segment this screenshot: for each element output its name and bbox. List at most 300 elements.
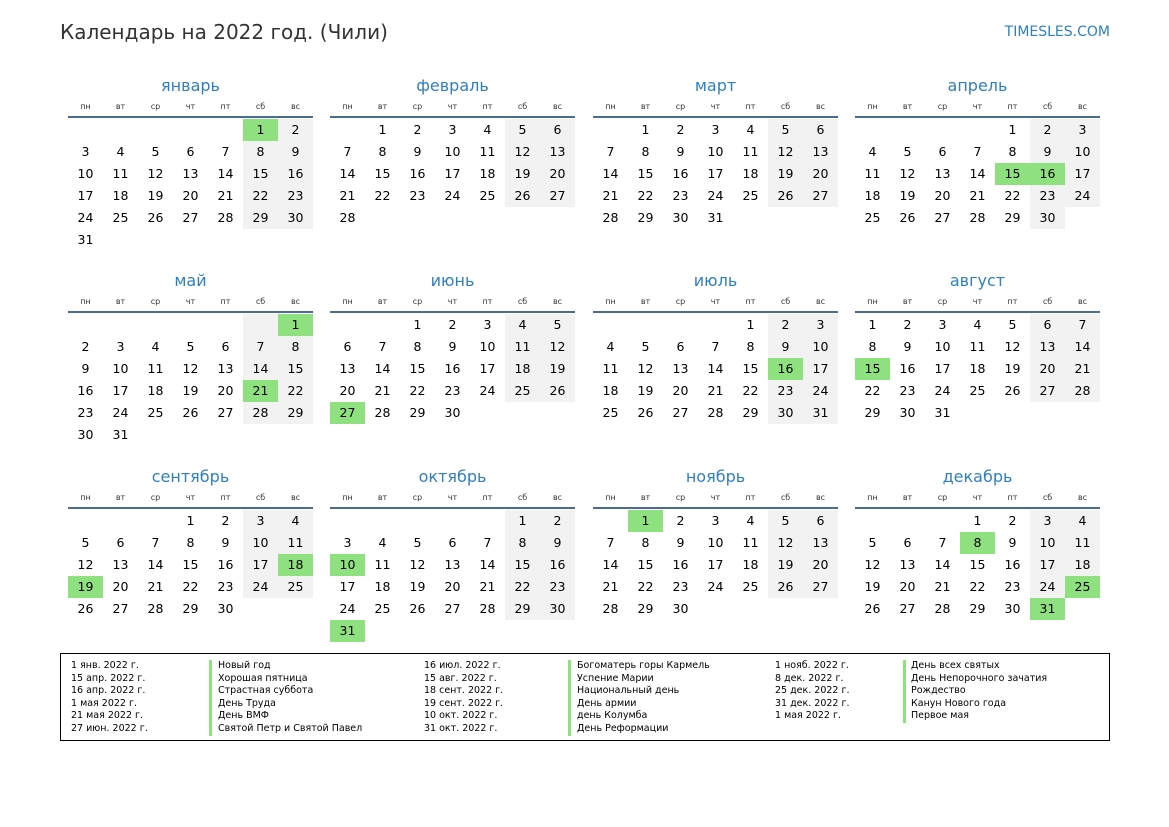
day-cell: 27 xyxy=(182,210,199,225)
day-cell: 25 xyxy=(479,188,496,203)
day-cell: 11 xyxy=(742,535,759,550)
day-cell: 2 xyxy=(278,119,313,141)
empty-cell xyxy=(890,510,925,532)
weekday-label: пт xyxy=(220,493,231,502)
day-cell: 6 xyxy=(540,119,575,141)
day-cell: 6 xyxy=(221,339,230,354)
day-cell: 11 xyxy=(1065,532,1100,554)
day-cell: 15 xyxy=(182,557,199,572)
weekday-label: вт xyxy=(115,297,126,306)
day-cell: 21 xyxy=(934,579,951,594)
day-cell: 13 xyxy=(1030,336,1065,358)
day-cell: 1 xyxy=(1008,122,1017,137)
day-cell: 20 xyxy=(182,188,199,203)
weekday-label: чт xyxy=(972,493,983,502)
weekday-label: пт xyxy=(745,102,756,111)
day-cell: 27 xyxy=(112,601,129,616)
day-cell: 3 xyxy=(483,317,492,332)
day-cell: 9 xyxy=(81,361,90,376)
day-cell: 28 xyxy=(934,601,951,616)
day-cell: 30 xyxy=(1004,601,1021,616)
day-cell: 8 xyxy=(413,339,422,354)
empty-cell xyxy=(365,510,400,532)
day-cell: 2 xyxy=(540,510,575,532)
legend-dates-2 xyxy=(424,660,503,736)
day-cell: 26 xyxy=(540,380,575,402)
weekday-label: ср xyxy=(412,493,423,502)
day-cell: 28 xyxy=(602,210,619,225)
day-cell: 3 xyxy=(1065,119,1100,141)
weekday-label: пн xyxy=(605,297,616,306)
day-cell: 10 xyxy=(707,535,724,550)
day-cell: 25 xyxy=(505,380,540,402)
weekday-label: пн xyxy=(80,102,91,111)
day-cell: 15 xyxy=(278,358,313,380)
month-block xyxy=(68,467,313,620)
empty-cell xyxy=(208,314,243,336)
day-cell: 23 xyxy=(278,185,313,207)
day-cell: 16 xyxy=(672,166,689,181)
weekday-label: пн xyxy=(80,297,91,306)
weekday-label: вс xyxy=(552,493,563,502)
day-cell: 3 xyxy=(803,314,838,336)
day-cell: 23 xyxy=(77,405,94,420)
day-cell: 7 xyxy=(606,144,615,159)
day-cell: 12 xyxy=(768,532,803,554)
empty-cell xyxy=(68,119,103,141)
legend-holiday-name: Успение Марии xyxy=(577,672,654,684)
day-cell: 18 xyxy=(864,188,881,203)
day-cell: 13 xyxy=(182,166,199,181)
weekday-label: ср xyxy=(150,493,161,502)
day-cell: 31 xyxy=(77,232,94,247)
day-cell: 22 xyxy=(182,579,199,594)
day-cell: 26 xyxy=(409,601,426,616)
weekday-label: вс xyxy=(290,493,301,502)
day-cell: 3 xyxy=(243,510,278,532)
day-cell: 31 xyxy=(707,210,724,225)
weekday-label: вт xyxy=(115,493,126,502)
day-cell: 7 xyxy=(378,339,387,354)
weekday-label: вс xyxy=(552,297,563,306)
day-cell: 12 xyxy=(505,141,540,163)
day-cell: 11 xyxy=(505,336,540,358)
weekday-label: пн xyxy=(342,493,353,502)
day-cell: 2 xyxy=(448,317,457,332)
month-block xyxy=(593,467,838,620)
day-cell: 14 xyxy=(147,557,164,572)
legend-date: 21 мая 2022 г. xyxy=(71,710,144,722)
day-cell: 20 xyxy=(672,383,689,398)
weekday-header xyxy=(330,492,575,504)
day-cell: 9 xyxy=(448,339,457,354)
legend-date: 1 мая 2022 г. xyxy=(775,710,841,722)
legend-date: 15 апр. 2022 г. xyxy=(71,672,146,684)
empty-cell xyxy=(330,119,365,141)
day-cell: 13 xyxy=(339,361,356,376)
weekday-label: вт xyxy=(377,493,388,502)
empty-cell xyxy=(68,314,103,336)
month-block xyxy=(330,76,575,229)
day-cell: 22 xyxy=(864,383,881,398)
day-cell: 21 xyxy=(969,188,986,203)
day-cell: 11 xyxy=(278,532,313,554)
weekday-label: чт xyxy=(710,102,721,111)
day-cell: 10 xyxy=(1030,532,1065,554)
day-cell: 28 xyxy=(1065,380,1100,402)
month-name: июнь xyxy=(430,271,475,290)
day-cell: 19 xyxy=(768,554,803,576)
day-cell: 6 xyxy=(803,119,838,141)
empty-cell xyxy=(68,510,103,532)
day-cell: 6 xyxy=(903,535,912,550)
day-cell: 25 xyxy=(112,210,129,225)
day-grid xyxy=(855,510,1100,620)
day-cell: 24 xyxy=(803,380,838,402)
day-cell: 3 xyxy=(448,122,457,137)
day-cell: 6 xyxy=(186,144,195,159)
weekday-label: вс xyxy=(552,102,563,111)
weekday-label: вс xyxy=(1077,297,1088,306)
weekday-label: сб xyxy=(780,297,791,306)
day-cell: 30 xyxy=(768,402,803,424)
holiday-day-cell: 1 xyxy=(628,510,663,532)
day-cell: 12 xyxy=(899,166,916,181)
header-divider xyxy=(855,507,1100,509)
day-cell: 5 xyxy=(413,535,422,550)
day-cell: 16 xyxy=(540,554,575,576)
day-cell: 30 xyxy=(77,427,94,442)
day-cell: 26 xyxy=(182,405,199,420)
day-cell: 20 xyxy=(444,579,461,594)
header-divider xyxy=(855,311,1100,313)
day-cell: 14 xyxy=(934,557,951,572)
day-cell: 29 xyxy=(637,601,654,616)
weekday-label: вт xyxy=(377,297,388,306)
day-cell: 9 xyxy=(221,535,230,550)
day-cell: 28 xyxy=(374,405,391,420)
day-cell: 8 xyxy=(278,336,313,358)
day-cell: 22 xyxy=(742,383,759,398)
day-cell: 1 xyxy=(746,317,755,332)
weekday-label: сб xyxy=(255,297,266,306)
weekday-label: чт xyxy=(185,297,196,306)
day-cell: 11 xyxy=(864,166,881,181)
weekday-label: чт xyxy=(710,493,721,502)
day-cell: 23 xyxy=(1004,579,1021,594)
day-cell: 14 xyxy=(479,557,496,572)
day-cell: 17 xyxy=(339,579,356,594)
day-cell: 19 xyxy=(899,188,916,203)
day-grid xyxy=(330,510,575,642)
day-cell: 22 xyxy=(969,579,986,594)
weekday-label: сб xyxy=(517,493,528,502)
day-cell: 14 xyxy=(1065,336,1100,358)
weekday-label: вс xyxy=(1077,493,1088,502)
day-cell: 4 xyxy=(1065,510,1100,532)
day-cell: 13 xyxy=(934,166,951,181)
day-cell: 2 xyxy=(676,122,685,137)
day-cell: 9 xyxy=(1008,535,1017,550)
day-cell: 4 xyxy=(151,339,160,354)
day-cell: 25 xyxy=(742,188,759,203)
day-cell: 27 xyxy=(444,601,461,616)
day-cell: 4 xyxy=(973,317,982,332)
day-cell: 12 xyxy=(409,557,426,572)
legend-holiday-name: Святой Петр и Святой Павел xyxy=(218,722,363,734)
day-cell: 2 xyxy=(81,339,90,354)
day-cell: 7 xyxy=(343,144,352,159)
day-cell: 15 xyxy=(409,361,426,376)
day-cell: 2 xyxy=(676,513,685,528)
empty-cell xyxy=(365,314,400,336)
day-cell: 15 xyxy=(374,166,391,181)
weekday-label: сб xyxy=(1042,102,1053,111)
day-cell: 23 xyxy=(217,579,234,594)
day-cell: 18 xyxy=(969,361,986,376)
day-cell: 28 xyxy=(707,405,724,420)
weekday-label: ср xyxy=(937,493,948,502)
month-name: сентябрь xyxy=(151,467,230,486)
day-cell: 1 xyxy=(868,317,877,332)
day-cell: 24 xyxy=(243,576,278,598)
day-cell: 23 xyxy=(768,380,803,402)
weekday-label: пт xyxy=(1007,297,1018,306)
day-cell: 9 xyxy=(676,144,685,159)
day-cell: 10 xyxy=(803,336,838,358)
weekday-label: сб xyxy=(780,102,791,111)
legend-date: 15 авг. 2022 г. xyxy=(424,672,497,684)
day-cell: 4 xyxy=(483,122,492,137)
day-cell: 17 xyxy=(479,361,496,376)
holiday-day-cell: 16 xyxy=(768,358,803,380)
day-cell: 30 xyxy=(672,601,689,616)
empty-cell xyxy=(243,314,278,336)
day-cell: 8 xyxy=(641,144,650,159)
day-cell: 8 xyxy=(186,535,195,550)
day-cell: 7 xyxy=(938,535,947,550)
day-cell: 29 xyxy=(278,402,313,424)
legend-bar xyxy=(568,660,571,736)
day-cell: 3 xyxy=(116,339,125,354)
day-cell: 11 xyxy=(112,166,129,181)
month-name: март xyxy=(694,76,737,95)
day-cell: 4 xyxy=(278,510,313,532)
day-cell: 19 xyxy=(637,383,654,398)
weekday-label: ср xyxy=(675,297,686,306)
day-cell: 5 xyxy=(81,535,90,550)
day-cell: 29 xyxy=(864,405,881,420)
day-cell: 1 xyxy=(186,513,195,528)
day-cell: 28 xyxy=(602,601,619,616)
weekday-label: пн xyxy=(342,102,353,111)
day-cell: 26 xyxy=(899,210,916,225)
weekday-header xyxy=(593,296,838,308)
weekday-label: пн xyxy=(867,297,878,306)
day-cell: 12 xyxy=(147,166,164,181)
legend-dates-1 xyxy=(71,660,148,736)
day-cell: 30 xyxy=(1030,207,1065,229)
day-cell: 24 xyxy=(707,579,724,594)
day-cell: 3 xyxy=(1030,510,1065,532)
day-cell: 8 xyxy=(641,535,650,550)
empty-cell xyxy=(138,314,173,336)
day-cell: 2 xyxy=(1030,119,1065,141)
weekday-label: сб xyxy=(1042,493,1053,502)
weekday-label: сб xyxy=(255,102,266,111)
month-name: апрель xyxy=(947,76,1008,95)
empty-cell xyxy=(208,119,243,141)
weekday-label: чт xyxy=(185,102,196,111)
weekday-label: пт xyxy=(482,493,493,502)
day-cell: 29 xyxy=(505,598,540,620)
month-block xyxy=(855,467,1100,620)
day-cell: 8 xyxy=(378,144,387,159)
weekday-label: вс xyxy=(1077,102,1088,111)
weekday-header xyxy=(593,492,838,504)
day-cell: 13 xyxy=(217,361,234,376)
legend-holiday-name: День Непорочного зачатия xyxy=(911,672,1048,684)
empty-cell xyxy=(400,510,435,532)
day-cell: 14 xyxy=(243,358,278,380)
day-cell: 27 xyxy=(672,405,689,420)
day-cell: 7 xyxy=(973,144,982,159)
day-grid xyxy=(68,510,313,620)
day-cell: 19 xyxy=(1004,361,1021,376)
day-cell: 18 xyxy=(602,383,619,398)
legend-holiday-name: День ВМФ xyxy=(218,710,269,722)
weekday-label: вс xyxy=(815,297,826,306)
day-cell: 14 xyxy=(217,166,234,181)
weekday-label: пт xyxy=(220,297,231,306)
weekday-label: чт xyxy=(447,493,458,502)
day-cell: 6 xyxy=(343,339,352,354)
day-cell: 5 xyxy=(903,144,912,159)
brand-link[interactable]: TIMESLES.COM xyxy=(1004,24,1110,40)
month-name: октябрь xyxy=(418,467,487,486)
day-cell: 2 xyxy=(1008,513,1017,528)
day-cell: 24 xyxy=(444,188,461,203)
day-cell: 25 xyxy=(147,405,164,420)
day-cell: 13 xyxy=(672,361,689,376)
weekday-label: ср xyxy=(412,297,423,306)
weekday-label: пт xyxy=(1007,102,1018,111)
legend-date: 10 окт. 2022 г. xyxy=(424,710,498,722)
day-cell: 17 xyxy=(803,358,838,380)
day-cell: 27 xyxy=(899,601,916,616)
empty-cell xyxy=(925,119,960,141)
weekday-header xyxy=(68,492,313,504)
weekday-label: вт xyxy=(902,493,913,502)
holiday-day-cell: 27 xyxy=(330,402,365,424)
day-cell: 1 xyxy=(973,513,982,528)
month-name: август xyxy=(949,271,1006,290)
day-cell: 23 xyxy=(672,579,689,594)
day-cell: 31 xyxy=(803,402,838,424)
day-cell: 13 xyxy=(112,557,129,572)
legend-date: 25 дек. 2022 г. xyxy=(775,685,850,697)
day-cell: 15 xyxy=(637,166,654,181)
day-cell: 13 xyxy=(803,141,838,163)
weekday-label: ср xyxy=(150,297,161,306)
holiday-day-cell: 10 xyxy=(330,554,365,576)
day-cell: 20 xyxy=(899,579,916,594)
day-cell: 5 xyxy=(868,535,877,550)
day-cell: 18 xyxy=(742,166,759,181)
day-cell: 28 xyxy=(243,402,278,424)
holiday-day-cell: 1 xyxy=(278,314,313,336)
day-cell: 11 xyxy=(602,361,619,376)
month-name: январь xyxy=(161,76,220,95)
day-cell: 30 xyxy=(899,405,916,420)
day-cell: 12 xyxy=(182,361,199,376)
day-cell: 23 xyxy=(672,188,689,203)
day-cell: 17 xyxy=(1030,554,1065,576)
empty-cell xyxy=(855,510,890,532)
holiday-day-cell: 16 xyxy=(1030,163,1065,185)
month-name: июль xyxy=(693,271,738,290)
day-cell: 10 xyxy=(479,339,496,354)
day-cell: 9 xyxy=(768,336,803,358)
day-cell: 10 xyxy=(444,144,461,159)
day-cell: 17 xyxy=(934,361,951,376)
day-cell: 21 xyxy=(374,383,391,398)
weekday-header xyxy=(855,296,1100,308)
day-cell: 26 xyxy=(77,601,94,616)
legend-holiday-name: Новый год xyxy=(218,660,271,671)
weekday-header xyxy=(68,101,313,113)
weekday-header xyxy=(855,101,1100,113)
empty-cell xyxy=(925,510,960,532)
day-cell: 8 xyxy=(243,141,278,163)
weekday-label: пн xyxy=(80,493,91,502)
legend-dates-3 xyxy=(775,660,850,723)
weekday-label: пн xyxy=(867,102,878,111)
header-divider xyxy=(330,311,575,313)
weekday-label: ср xyxy=(675,493,686,502)
day-cell: 11 xyxy=(742,144,759,159)
weekday-label: вс xyxy=(290,297,301,306)
day-cell: 28 xyxy=(147,601,164,616)
weekday-label: чт xyxy=(972,102,983,111)
day-cell: 23 xyxy=(409,188,426,203)
day-cell: 19 xyxy=(768,163,803,185)
legend-date: 27 июн. 2022 г. xyxy=(71,722,148,734)
legend-date: 18 сент. 2022 г. xyxy=(424,685,504,697)
day-cell: 17 xyxy=(1065,163,1100,185)
weekday-label: вс xyxy=(290,102,301,111)
month-name: май xyxy=(174,271,207,290)
day-cell: 29 xyxy=(243,207,278,229)
legend-date: 1 нояб. 2022 г. xyxy=(775,660,849,671)
day-cell: 17 xyxy=(77,188,94,203)
day-cell: 16 xyxy=(444,361,461,376)
day-cell: 30 xyxy=(217,601,234,616)
month-block xyxy=(593,271,838,424)
day-grid xyxy=(593,119,838,229)
month-block xyxy=(855,76,1100,229)
holiday-day-cell: 31 xyxy=(330,620,365,642)
day-grid xyxy=(330,119,575,229)
empty-cell xyxy=(593,510,628,532)
holiday-day-cell: 19 xyxy=(68,576,103,598)
header-divider xyxy=(68,116,313,118)
holiday-legend xyxy=(60,653,1110,741)
holiday-day-cell: 18 xyxy=(278,554,313,576)
day-cell: 15 xyxy=(505,554,540,576)
empty-cell xyxy=(470,510,505,532)
day-cell: 19 xyxy=(182,383,199,398)
